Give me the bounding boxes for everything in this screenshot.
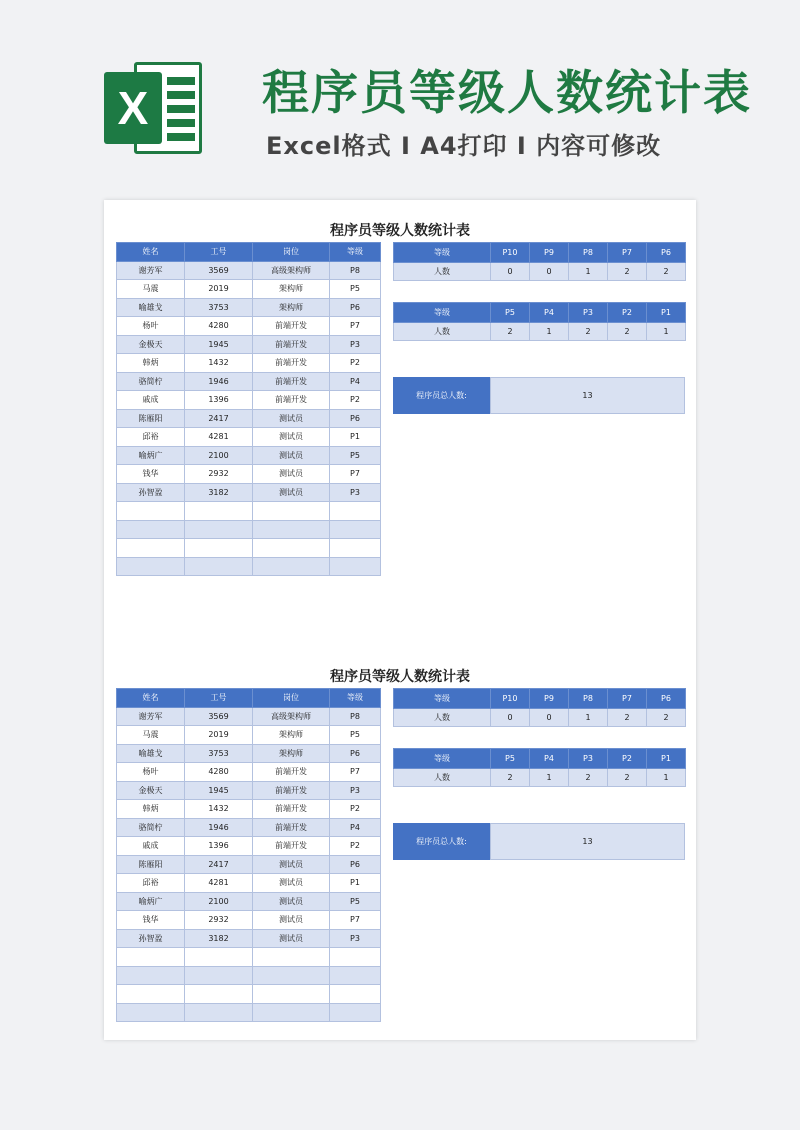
cell-grade[interactable]: P3 bbox=[330, 929, 381, 948]
table-row bbox=[117, 446, 381, 465]
cell-grade[interactable]: P7 bbox=[330, 317, 381, 336]
cell-id[interactable]: 2417 bbox=[185, 409, 253, 428]
sheet-section-1 bbox=[104, 200, 696, 600]
cell-id[interactable]: 2417 bbox=[185, 855, 253, 874]
cell-id[interactable]: 1945 bbox=[185, 781, 253, 800]
grade-header-label: 等级 bbox=[394, 749, 491, 769]
grade-cell: P7 bbox=[608, 243, 647, 263]
cell-id[interactable]: 2100 bbox=[185, 892, 253, 911]
cell-name[interactable]: 金极天 bbox=[117, 335, 185, 354]
cell-id[interactable]: 3569 bbox=[185, 261, 253, 280]
cell-id[interactable] bbox=[185, 520, 253, 539]
count-cell[interactable]: 2 bbox=[608, 709, 647, 727]
empty-table-row bbox=[117, 502, 381, 521]
cell-grade[interactable]: P5 bbox=[330, 446, 381, 465]
grade-cell: P7 bbox=[608, 689, 647, 709]
cell-position[interactable]: 前端开发 bbox=[253, 763, 330, 782]
col-header-name: 姓名 bbox=[117, 243, 185, 262]
grade-count-table-1 bbox=[393, 688, 686, 727]
cell-name[interactable] bbox=[117, 502, 185, 521]
grade-cell: P4 bbox=[530, 303, 569, 323]
count-row-label[interactable]: 人数 bbox=[394, 323, 491, 341]
cell-position[interactable]: 高级架构师 bbox=[253, 261, 330, 280]
col-header-grade: 等级 bbox=[330, 243, 381, 262]
cell-id[interactable]: 2932 bbox=[185, 465, 253, 484]
col-header-id: 工号 bbox=[185, 689, 253, 708]
total-count-value[interactable]: 13 bbox=[490, 377, 685, 414]
grade-count-table-1 bbox=[393, 242, 686, 281]
grade-header-row bbox=[394, 243, 686, 263]
cell-name[interactable] bbox=[117, 985, 185, 1004]
cell-name[interactable]: 杨叶 bbox=[117, 763, 185, 782]
banner bbox=[0, 0, 800, 190]
cell-position[interactable]: 测试员 bbox=[253, 874, 330, 893]
table-row bbox=[117, 354, 381, 373]
cell-position[interactable]: 架构师 bbox=[253, 298, 330, 317]
cell-id[interactable] bbox=[185, 502, 253, 521]
cell-name[interactable]: 骆简柠 bbox=[117, 818, 185, 837]
cell-grade[interactable]: P6 bbox=[330, 855, 381, 874]
col-header-position: 岗位 bbox=[253, 243, 330, 262]
cell-position[interactable]: 测试员 bbox=[253, 446, 330, 465]
cell-grade[interactable]: P1 bbox=[330, 874, 381, 893]
table-row bbox=[117, 372, 381, 391]
grade-cell: P9 bbox=[530, 689, 569, 709]
table-row bbox=[117, 707, 381, 726]
cell-name[interactable]: 骆简柠 bbox=[117, 372, 185, 391]
grade-cell: P6 bbox=[647, 689, 686, 709]
cell-grade[interactable] bbox=[330, 557, 381, 576]
table-row bbox=[117, 892, 381, 911]
cell-name[interactable]: 钱华 bbox=[117, 911, 185, 930]
cell-name[interactable]: 谢芳军 bbox=[117, 707, 185, 726]
cell-id[interactable] bbox=[185, 966, 253, 985]
cell-id[interactable]: 3753 bbox=[185, 298, 253, 317]
cell-position[interactable]: 前端开发 bbox=[253, 317, 330, 336]
grade-cell: P3 bbox=[569, 749, 608, 769]
grade-cell: P5 bbox=[491, 303, 530, 323]
cell-position[interactable] bbox=[253, 539, 330, 558]
count-cell[interactable]: 2 bbox=[491, 769, 530, 787]
table-row bbox=[117, 763, 381, 782]
cell-id[interactable] bbox=[185, 539, 253, 558]
cell-name[interactable] bbox=[117, 948, 185, 967]
cell-name[interactable]: 喻炳广 bbox=[117, 446, 185, 465]
count-cell[interactable]: 0 bbox=[491, 709, 530, 727]
cell-grade[interactable]: P7 bbox=[330, 911, 381, 930]
count-cell[interactable]: 2 bbox=[608, 323, 647, 341]
cell-id[interactable]: 1946 bbox=[185, 818, 253, 837]
cell-grade[interactable]: P2 bbox=[330, 837, 381, 856]
cell-id[interactable] bbox=[185, 557, 253, 576]
cell-name[interactable]: 马震 bbox=[117, 280, 185, 299]
cell-grade[interactable]: P6 bbox=[330, 744, 381, 763]
count-cell[interactable]: 1 bbox=[569, 709, 608, 727]
banner-title: 程序员等级人数统计表 bbox=[262, 66, 752, 121]
cell-id[interactable]: 3753 bbox=[185, 744, 253, 763]
grade-cell: P10 bbox=[491, 243, 530, 263]
cell-position[interactable]: 架构师 bbox=[253, 744, 330, 763]
table-row bbox=[117, 744, 381, 763]
count-cell[interactable]: 2 bbox=[647, 263, 686, 281]
total-count-box bbox=[393, 377, 685, 414]
cell-grade[interactable] bbox=[330, 539, 381, 558]
grade-header-label: 等级 bbox=[394, 303, 491, 323]
empty-table-row bbox=[117, 985, 381, 1004]
cell-name[interactable]: 马震 bbox=[117, 726, 185, 745]
cell-position[interactable]: 测试员 bbox=[253, 409, 330, 428]
cell-name[interactable] bbox=[117, 520, 185, 539]
cell-grade[interactable]: P8 bbox=[330, 261, 381, 280]
table-row bbox=[117, 800, 381, 819]
count-cell[interactable]: 2 bbox=[647, 709, 686, 727]
cell-position[interactable]: 架构师 bbox=[253, 280, 330, 299]
col-header-name: 姓名 bbox=[117, 689, 185, 708]
cell-name[interactable]: 陈雁阳 bbox=[117, 855, 185, 874]
cell-position[interactable]: 测试员 bbox=[253, 929, 330, 948]
cell-id[interactable]: 1432 bbox=[185, 800, 253, 819]
cell-grade[interactable]: P4 bbox=[330, 818, 381, 837]
cell-grade[interactable]: P7 bbox=[330, 465, 381, 484]
cell-position[interactable]: 前端开发 bbox=[253, 391, 330, 410]
cell-name[interactable] bbox=[117, 539, 185, 558]
cell-id[interactable]: 1432 bbox=[185, 354, 253, 373]
count-cell[interactable]: 0 bbox=[530, 263, 569, 281]
cell-position[interactable]: 前端开发 bbox=[253, 354, 330, 373]
cell-name[interactable]: 孙智盈 bbox=[117, 483, 185, 502]
cell-name[interactable]: 金极天 bbox=[117, 781, 185, 800]
total-count-value[interactable]: 13 bbox=[490, 823, 685, 860]
cell-position[interactable] bbox=[253, 966, 330, 985]
cell-name[interactable]: 韩炳 bbox=[117, 800, 185, 819]
cell-id[interactable]: 2019 bbox=[185, 726, 253, 745]
empty-table-row bbox=[117, 948, 381, 967]
excel-x-badge: X bbox=[104, 72, 162, 144]
count-cell[interactable]: 1 bbox=[530, 769, 569, 787]
table-row bbox=[117, 298, 381, 317]
table-row bbox=[117, 911, 381, 930]
count-row bbox=[394, 709, 686, 727]
cell-grade[interactable] bbox=[330, 948, 381, 967]
employee-header-row bbox=[117, 689, 381, 708]
cell-grade[interactable]: P5 bbox=[330, 892, 381, 911]
table-row bbox=[117, 929, 381, 948]
grade-cell: P1 bbox=[647, 303, 686, 323]
spreadsheet-paper bbox=[104, 200, 696, 1040]
cell-name[interactable] bbox=[117, 557, 185, 576]
cell-position[interactable]: 测试员 bbox=[253, 465, 330, 484]
cell-grade[interactable]: P6 bbox=[330, 409, 381, 428]
cell-id[interactable]: 3182 bbox=[185, 929, 253, 948]
cell-grade[interactable]: P6 bbox=[330, 298, 381, 317]
cell-grade[interactable] bbox=[330, 985, 381, 1004]
cell-grade[interactable]: P4 bbox=[330, 372, 381, 391]
cell-grade[interactable]: P3 bbox=[330, 335, 381, 354]
cell-name[interactable]: 韩炳 bbox=[117, 354, 185, 373]
cell-name[interactable] bbox=[117, 966, 185, 985]
cell-grade[interactable]: P2 bbox=[330, 391, 381, 410]
cell-name[interactable]: 戚成 bbox=[117, 837, 185, 856]
sheet-section-2 bbox=[104, 646, 696, 1046]
employee-table bbox=[116, 242, 381, 576]
cell-id[interactable] bbox=[185, 985, 253, 1004]
grade-cell: P1 bbox=[647, 749, 686, 769]
count-row-label[interactable]: 人数 bbox=[394, 769, 491, 787]
cell-position[interactable]: 测试员 bbox=[253, 428, 330, 447]
sheet-title: 程序员等级人数统计表 bbox=[330, 223, 470, 239]
grade-cell: P2 bbox=[608, 303, 647, 323]
cell-id[interactable] bbox=[185, 1003, 253, 1022]
cell-grade[interactable]: P3 bbox=[330, 483, 381, 502]
cell-id[interactable]: 4281 bbox=[185, 874, 253, 893]
table-row bbox=[117, 465, 381, 484]
grade-cell: P8 bbox=[569, 689, 608, 709]
cell-id[interactable]: 2100 bbox=[185, 446, 253, 465]
empty-table-row bbox=[117, 539, 381, 558]
cell-position[interactable]: 测试员 bbox=[253, 483, 330, 502]
table-row bbox=[117, 874, 381, 893]
cell-grade[interactable]: P8 bbox=[330, 707, 381, 726]
count-cell[interactable]: 1 bbox=[647, 323, 686, 341]
cell-id[interactable]: 4281 bbox=[185, 428, 253, 447]
cell-position[interactable]: 前端开发 bbox=[253, 372, 330, 391]
cell-name[interactable]: 喻炳广 bbox=[117, 892, 185, 911]
table-row bbox=[117, 837, 381, 856]
cell-grade[interactable] bbox=[330, 966, 381, 985]
cell-position[interactable] bbox=[253, 520, 330, 539]
total-count-label: 程序员总人数: bbox=[393, 377, 490, 414]
cell-name[interactable]: 喻雄戈 bbox=[117, 298, 185, 317]
table-row bbox=[117, 781, 381, 800]
grade-cell: P2 bbox=[608, 749, 647, 769]
cell-grade[interactable]: P2 bbox=[330, 354, 381, 373]
table-row bbox=[117, 855, 381, 874]
count-cell[interactable]: 1 bbox=[647, 769, 686, 787]
banner-subtitle: Excel格式 I A4打印 I 内容可修改 bbox=[266, 132, 662, 160]
cell-id[interactable]: 1945 bbox=[185, 335, 253, 354]
sheet-title: 程序员等级人数统计表 bbox=[330, 669, 470, 685]
employee-header-row bbox=[117, 243, 381, 262]
cell-name[interactable]: 孙智盈 bbox=[117, 929, 185, 948]
grade-header-row bbox=[394, 749, 686, 769]
table-row bbox=[117, 335, 381, 354]
count-cell[interactable]: 2 bbox=[608, 263, 647, 281]
cell-name[interactable]: 谢芳军 bbox=[117, 261, 185, 280]
cell-name[interactable]: 邱裕 bbox=[117, 874, 185, 893]
empty-table-row bbox=[117, 966, 381, 985]
cell-position[interactable] bbox=[253, 1003, 330, 1022]
cell-position[interactable] bbox=[253, 948, 330, 967]
table-row bbox=[117, 428, 381, 447]
count-cell[interactable]: 2 bbox=[569, 769, 608, 787]
cell-name[interactable]: 喻雄戈 bbox=[117, 744, 185, 763]
col-header-id: 工号 bbox=[185, 243, 253, 262]
cell-grade[interactable]: P5 bbox=[330, 726, 381, 745]
cell-grade[interactable]: P2 bbox=[330, 800, 381, 819]
table-row bbox=[117, 409, 381, 428]
grade-cell: P9 bbox=[530, 243, 569, 263]
cell-id[interactable]: 3182 bbox=[185, 483, 253, 502]
cell-name[interactable] bbox=[117, 1003, 185, 1022]
cell-id[interactable]: 4280 bbox=[185, 763, 253, 782]
empty-table-row bbox=[117, 1003, 381, 1022]
table-row bbox=[117, 261, 381, 280]
grade-header-row bbox=[394, 689, 686, 709]
cell-position[interactable] bbox=[253, 985, 330, 1004]
table-row bbox=[117, 726, 381, 745]
count-cell[interactable]: 1 bbox=[569, 263, 608, 281]
cell-id[interactable]: 3569 bbox=[185, 707, 253, 726]
cell-grade[interactable] bbox=[330, 520, 381, 539]
grade-cell: P6 bbox=[647, 243, 686, 263]
table-row bbox=[117, 280, 381, 299]
cell-position[interactable]: 测试员 bbox=[253, 892, 330, 911]
cell-name[interactable]: 杨叶 bbox=[117, 317, 185, 336]
grade-cell: P3 bbox=[569, 303, 608, 323]
cell-id[interactable]: 1396 bbox=[185, 837, 253, 856]
cell-name[interactable]: 戚成 bbox=[117, 391, 185, 410]
excel-icon bbox=[104, 62, 202, 154]
count-cell[interactable]: 0 bbox=[491, 263, 530, 281]
cell-position[interactable]: 测试员 bbox=[253, 855, 330, 874]
grade-cell: P8 bbox=[569, 243, 608, 263]
table-row bbox=[117, 818, 381, 837]
cell-grade[interactable] bbox=[330, 1003, 381, 1022]
cell-name[interactable]: 钱华 bbox=[117, 465, 185, 484]
count-row-label[interactable]: 人数 bbox=[394, 263, 491, 281]
grade-cell: P4 bbox=[530, 749, 569, 769]
cell-position[interactable]: 架构师 bbox=[253, 726, 330, 745]
grade-count-table-2 bbox=[393, 748, 686, 787]
count-cell[interactable]: 2 bbox=[491, 323, 530, 341]
grade-cell: P10 bbox=[491, 689, 530, 709]
employee-table bbox=[116, 688, 381, 1022]
cell-position[interactable]: 前端开发 bbox=[253, 335, 330, 354]
cell-position[interactable] bbox=[253, 557, 330, 576]
grade-header-row bbox=[394, 303, 686, 323]
table-row bbox=[117, 483, 381, 502]
cell-position[interactable]: 前端开发 bbox=[253, 818, 330, 837]
cell-id[interactable]: 1396 bbox=[185, 391, 253, 410]
cell-id[interactable] bbox=[185, 948, 253, 967]
col-header-grade: 等级 bbox=[330, 689, 381, 708]
count-row bbox=[394, 769, 686, 787]
cell-name[interactable]: 陈雁阳 bbox=[117, 409, 185, 428]
cell-position[interactable]: 前端开发 bbox=[253, 837, 330, 856]
count-cell[interactable]: 1 bbox=[530, 323, 569, 341]
count-cell[interactable]: 0 bbox=[530, 709, 569, 727]
cell-position[interactable]: 前端开发 bbox=[253, 781, 330, 800]
grade-header-label: 等级 bbox=[394, 689, 491, 709]
cell-grade[interactable] bbox=[330, 502, 381, 521]
count-cell[interactable]: 2 bbox=[569, 323, 608, 341]
cell-grade[interactable]: P3 bbox=[330, 781, 381, 800]
cell-position[interactable]: 测试员 bbox=[253, 911, 330, 930]
cell-id[interactable]: 2932 bbox=[185, 911, 253, 930]
grade-cell: P5 bbox=[491, 749, 530, 769]
count-row bbox=[394, 263, 686, 281]
grade-count-table-2 bbox=[393, 302, 686, 341]
cell-grade[interactable]: P7 bbox=[330, 763, 381, 782]
cell-id[interactable]: 4280 bbox=[185, 317, 253, 336]
cell-position[interactable]: 高级架构师 bbox=[253, 707, 330, 726]
total-count-box bbox=[393, 823, 685, 860]
col-header-position: 岗位 bbox=[253, 689, 330, 708]
table-row bbox=[117, 317, 381, 336]
cell-name[interactable]: 邱裕 bbox=[117, 428, 185, 447]
cell-position[interactable]: 前端开发 bbox=[253, 800, 330, 819]
empty-table-row bbox=[117, 520, 381, 539]
cell-id[interactable]: 2019 bbox=[185, 280, 253, 299]
cell-id[interactable]: 1946 bbox=[185, 372, 253, 391]
table-row bbox=[117, 391, 381, 410]
cell-grade[interactable]: P5 bbox=[330, 280, 381, 299]
count-row-label[interactable]: 人数 bbox=[394, 709, 491, 727]
empty-table-row bbox=[117, 557, 381, 576]
count-cell[interactable]: 2 bbox=[608, 769, 647, 787]
cell-position[interactable] bbox=[253, 502, 330, 521]
grade-header-label: 等级 bbox=[394, 243, 491, 263]
count-row bbox=[394, 323, 686, 341]
total-count-label: 程序员总人数: bbox=[393, 823, 490, 860]
cell-grade[interactable]: P1 bbox=[330, 428, 381, 447]
